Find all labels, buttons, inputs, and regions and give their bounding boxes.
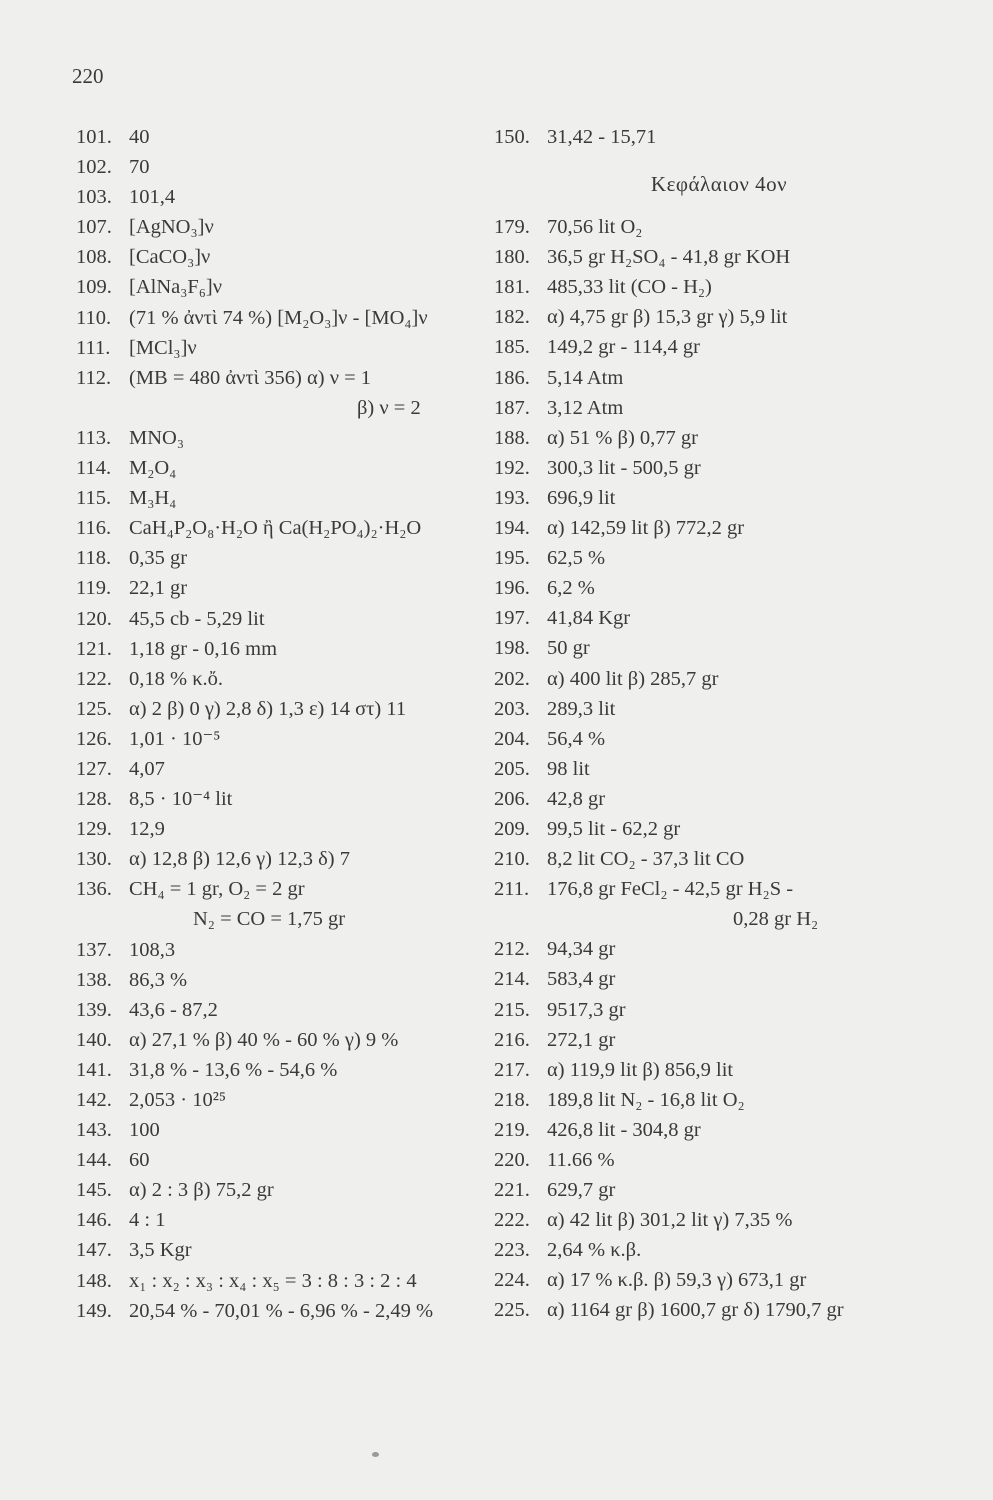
problem-number: 211. [494,878,530,901]
answer-row [494,272,914,302]
answer-row [494,784,914,814]
answer-text: 11.66 % [547,1149,615,1171]
answer-text: 272,1 gr [547,1028,616,1051]
answer-row [76,634,486,664]
answer-row [494,302,914,332]
answer-text: α) 17 % κ.β. β) 59,3 γ) 673,1 gr [547,1269,807,1292]
answer-text: [AgNO₃]ν [129,216,214,239]
problem-number: 115. [76,487,112,510]
problem-number: 136. [76,878,112,901]
problem-number: 186. [494,366,530,389]
answer-text: α) 119,9 lit β) 856,9 lit [547,1058,734,1081]
answer-text: 20,54 % - 70,01 % - 6,96 % - 2,49 % [129,1299,434,1322]
answer-row [76,995,486,1025]
answer-text: α) 51 % β) 0,77 gr [547,426,698,449]
answer-row [76,543,486,573]
answer-row [76,1205,486,1235]
answer-row [76,1115,486,1145]
answer-row [76,122,486,152]
answer-text: 101,4 [129,186,176,209]
problem-number: 114. [76,457,112,480]
answer-row [494,1025,914,1055]
answer-row [494,1295,914,1325]
problem-number: 139. [76,998,112,1021]
answer-text: 60 [129,1149,150,1172]
answer-text: 0,18 % κ.ὄ. [129,667,224,690]
answer-text: 4,07 [129,757,165,780]
answer-row [76,844,486,874]
problem-number: 220. [494,1149,530,1171]
answer-text: α) 2 β) 0 γ) 2,8 δ) 1,3 ε) 14 στ) 11 [129,697,407,720]
problem-number [494,904,547,934]
answer-text: 2,053 · 10²⁵ [129,1089,226,1111]
answer-row-continuation [494,904,914,934]
answer-text: 42,8 gr [547,787,606,810]
answer-text: α) 4,75 gr β) 15,3 gr γ) 5,9 lit [547,306,788,329]
answer-row [76,513,486,543]
answer-text: 2,64 % κ.β. [547,1239,642,1262]
problem-number: 216. [494,1028,530,1051]
answer-text: 12,9 [129,818,165,841]
answer-text: 5,14 Atm [547,366,624,389]
answer-row [494,212,914,242]
answer-text: 696,9 lit [547,486,616,509]
problem-number: 194. [494,517,530,540]
answer-row [76,724,486,754]
answer-row [494,1265,914,1295]
answer-text: 9517,3 gr [547,998,626,1021]
problem-number: 181. [494,276,530,299]
answer-row [494,483,914,513]
problem-number: 125. [76,697,112,720]
answer-row [494,934,914,964]
answer-text: 70 [129,156,150,179]
answer-text: α) 27,1 % β) 40 % - 60 % γ) 9 % [129,1028,399,1051]
problem-number [76,393,129,423]
answer-text: α) 42 lit β) 301,2 lit γ) 7,35 % [547,1209,793,1232]
answer-text: α) 142,59 lit β) 772,2 gr [547,517,745,540]
answer-row [76,1235,486,1265]
problem-number: 107. [76,216,112,239]
problem-number: 195. [494,547,530,570]
answer-text: 629,7 gr [547,1179,616,1202]
answers-right-column [494,122,914,1326]
answer-text: 4 : 1 [129,1209,166,1232]
problem-number: 215. [494,998,530,1021]
answer-row [494,814,914,844]
answer-row [494,633,914,663]
answer-text: (71 % ἀντὶ 74 %) [M₂O₃]ν - [MO₄]ν [129,306,428,329]
print-speck [372,1452,379,1457]
answer-row [494,513,914,543]
problem-number: 206. [494,787,530,810]
problem-number: 180. [494,246,530,269]
problem-number: 147. [76,1239,112,1262]
problem-number: 126. [76,727,112,750]
problem-number: 223. [494,1239,530,1262]
answer-row [494,1085,914,1115]
answer-row [76,333,486,363]
problem-number: 129. [76,818,112,841]
problem-number: 212. [494,938,530,961]
answer-text: α) 12,8 β) 12,6 γ) 12,3 δ) 7 [129,848,350,871]
problem-number: 103. [76,186,112,209]
answer-text: β) ν = 2 [357,396,421,419]
problem-number: 217. [494,1058,530,1081]
answer-text: 56,4 % [547,727,606,750]
answer-row [494,1235,914,1265]
answer-row-continuation [76,393,486,423]
problem-number: 141. [76,1058,112,1081]
answer-text: 3,12 Atm [547,396,624,419]
answer-row [76,453,486,483]
answer-row [494,874,914,904]
page-number: 220 [72,64,104,88]
answer-text: 36,5 gr H₂SO₄ - 41,8 gr KOH [547,246,791,269]
answer-row [494,995,914,1025]
problem-number: 219. [494,1118,530,1141]
problem-number: 142. [76,1089,112,1111]
answer-text: 62,5 % [547,547,606,570]
problem-number: 148. [76,1269,112,1292]
answer-row [76,604,486,634]
answer-row [76,1145,486,1175]
answers-left-column [76,122,486,1326]
answer-text: 70,56 lit O₂ [547,216,643,239]
answer-text: 289,3 lit [547,697,616,720]
answer-row [76,242,486,272]
answer-row [494,724,914,754]
answer-text: 86,3 % [129,968,188,991]
problem-number: 222. [494,1209,530,1232]
answer-row [76,212,486,242]
problem-number: 112. [76,366,112,389]
answer-text: 98 lit [547,757,590,780]
answer-row [76,272,486,302]
answer-row [76,1055,486,1085]
answer-text: 0,35 gr [129,547,188,570]
problem-number: 137. [76,938,112,961]
problem-number: 185. [494,336,530,359]
problem-number: 118. [76,547,112,570]
answer-row [76,965,486,995]
answer-row [76,664,486,694]
answer-row [494,393,914,423]
answer-row [494,1175,914,1205]
answer-text: MNO₃ [129,426,184,449]
problem-number: 144. [76,1149,112,1172]
problem-number: 145. [76,1179,112,1202]
answer-row [494,844,914,874]
answer-row [76,363,486,393]
answer-row [494,1145,914,1175]
problem-number: 111. [76,336,111,359]
problem-number: 128. [76,788,112,811]
answer-text: [AlNa₃F₆]ν [129,276,223,299]
answer-row [76,303,486,333]
answer-text: 149,2 gr - 114,4 gr [547,336,700,359]
answer-row [76,874,486,904]
answer-text: [CaCO₃]ν [129,246,211,269]
answer-text: 176,8 gr FeCl₂ - 42,5 gr H₂S - [547,878,794,901]
problem-number: 196. [494,577,530,600]
chapter-heading: Κεφάλαιον 4ον [650,172,788,197]
problem-number: 120. [76,607,112,630]
answer-row [76,694,486,724]
answer-row [494,754,914,784]
answer-text: 45,5 cb - 5,29 lit [129,607,265,630]
answer-row [494,1205,914,1235]
answer-text: CH₄ = 1 gr, O₂ = 2 gr [129,878,305,901]
answer-text: 6,2 % [547,577,595,600]
answer-row [494,694,914,724]
answer-text: 100 [129,1119,160,1142]
answer-text: 40 [129,126,150,148]
answer-text: 485,33 lit (CO - H₂) [547,276,712,299]
answer-text: 3,5 Kgr [129,1239,192,1262]
answer-text: x₁ : x₂ : x₃ : x₄ : x₅ = 3 : 8 : 3 : 2 : 4 [129,1269,417,1292]
problem-number: 101. [76,126,112,148]
problem-number: 140. [76,1028,112,1051]
answer-text: 41,84 Kgr [547,607,631,630]
answer-row [494,242,914,272]
answer-row [76,754,486,784]
answer-row [494,453,914,483]
answer-row [76,814,486,844]
answer-row [76,1025,486,1055]
answer-row [76,423,486,453]
problem-number: 198. [494,637,530,660]
answer-row [494,964,914,994]
answer-text: CaH₄P₂O₈·H₂O ἢ Ca(H₂PO₄)₂·H₂O [129,517,422,540]
answer-row [494,603,914,633]
answer-row [76,784,486,814]
answer-row [494,1115,914,1145]
answer-text: (MB = 480 ἀντὶ 356) α) ν = 1 [129,366,372,389]
answer-row [494,122,914,152]
problem-number: 187. [494,396,530,419]
problem-number: 109. [76,276,112,299]
problem-number: 138. [76,968,112,991]
problem-number: 179. [494,216,530,239]
problem-number: 210. [494,848,530,871]
answer-row [76,1085,486,1115]
problem-number: 127. [76,757,112,780]
problem-number: 225. [494,1299,530,1322]
problem-number: 224. [494,1269,530,1292]
problem-number: 130. [76,848,112,871]
problem-number: 192. [494,456,530,479]
answer-text: α) 1164 gr β) 1600,7 gr δ) 1790,7 gr [547,1299,844,1322]
answer-row [494,423,914,453]
answer-text: 8,5 · 10⁻⁴ lit [129,788,233,811]
problem-number: 197. [494,607,530,630]
answer-text: 1,01 · 10⁻⁵ [129,727,221,750]
answer-text: 31,42 - 15,71 [547,126,657,148]
problem-number: 116. [76,517,112,540]
answer-text: 22,1 gr [129,577,188,600]
answer-row [76,935,486,965]
answer-row [494,573,914,603]
problem-number: 205. [494,757,530,780]
answer-text: 426,8 lit - 304,8 gr [547,1118,701,1141]
answer-text: 108,3 [129,938,176,961]
answer-row [76,1175,486,1205]
problem-number: 108. [76,246,112,269]
answer-row [494,664,914,694]
answer-text: 300,3 lit - 500,5 gr [547,456,701,479]
problem-number: 203. [494,697,530,720]
answer-text: 8,2 lit CO₂ - 37,3 lit CO [547,848,745,871]
problem-number: 204. [494,727,530,750]
problem-number [76,904,129,934]
answer-row [76,1296,486,1326]
answer-text: M₂O₄ [129,457,177,480]
answer-text: 43,6 - 87,2 [129,998,218,1021]
answer-text: [MCl₃]ν [129,336,197,359]
problem-number: 193. [494,486,530,509]
problem-number: 113. [76,426,112,449]
problem-number: 102. [76,156,112,179]
answer-row [494,363,914,393]
answer-text: M₃H₄ [129,487,177,510]
problem-number: 182. [494,306,530,329]
answer-row [76,573,486,603]
answer-text: 50 gr [547,637,590,660]
answer-text: 99,5 lit - 62,2 gr [547,817,681,840]
problem-number: 146. [76,1209,112,1232]
problem-number: 218. [494,1088,530,1111]
problem-number: 110. [76,306,112,329]
problem-number: 209. [494,817,530,840]
answer-text: 583,4 gr [547,968,616,991]
problem-number: 188. [494,426,530,449]
answer-text: 31,8 % - 13,6 % - 54,6 % [129,1058,338,1081]
answer-text: α) 400 lit β) 285,7 gr [547,667,719,690]
problem-number: 121. [76,637,112,660]
answer-row [494,332,914,362]
answer-text: α) 2 : 3 β) 75,2 gr [129,1179,274,1202]
answer-row [76,182,486,212]
problem-number: 214. [494,968,530,991]
answer-text: 0,28 gr H₂ [733,908,819,931]
problem-number: 143. [76,1119,112,1142]
answer-text: 1,18 gr - 0,16 mm [129,637,278,660]
problem-number: 150. [494,126,530,148]
answer-row [76,1266,486,1296]
answer-row [76,152,486,182]
answer-row [494,543,914,573]
answer-row [494,1055,914,1085]
answer-row [76,483,486,513]
answer-text: 94,34 gr [547,938,616,961]
answer-row-continuation [76,904,486,934]
problem-number: 122. [76,667,112,690]
answer-text: N₂ = CO = 1,75 gr [193,908,346,931]
problem-number: 202. [494,667,530,690]
problem-number: 119. [76,577,112,600]
problem-number: 221. [494,1179,530,1202]
answer-text: 189,8 lit N₂ - 16,8 lit O₂ [547,1088,745,1111]
problem-number: 149. [76,1299,112,1322]
